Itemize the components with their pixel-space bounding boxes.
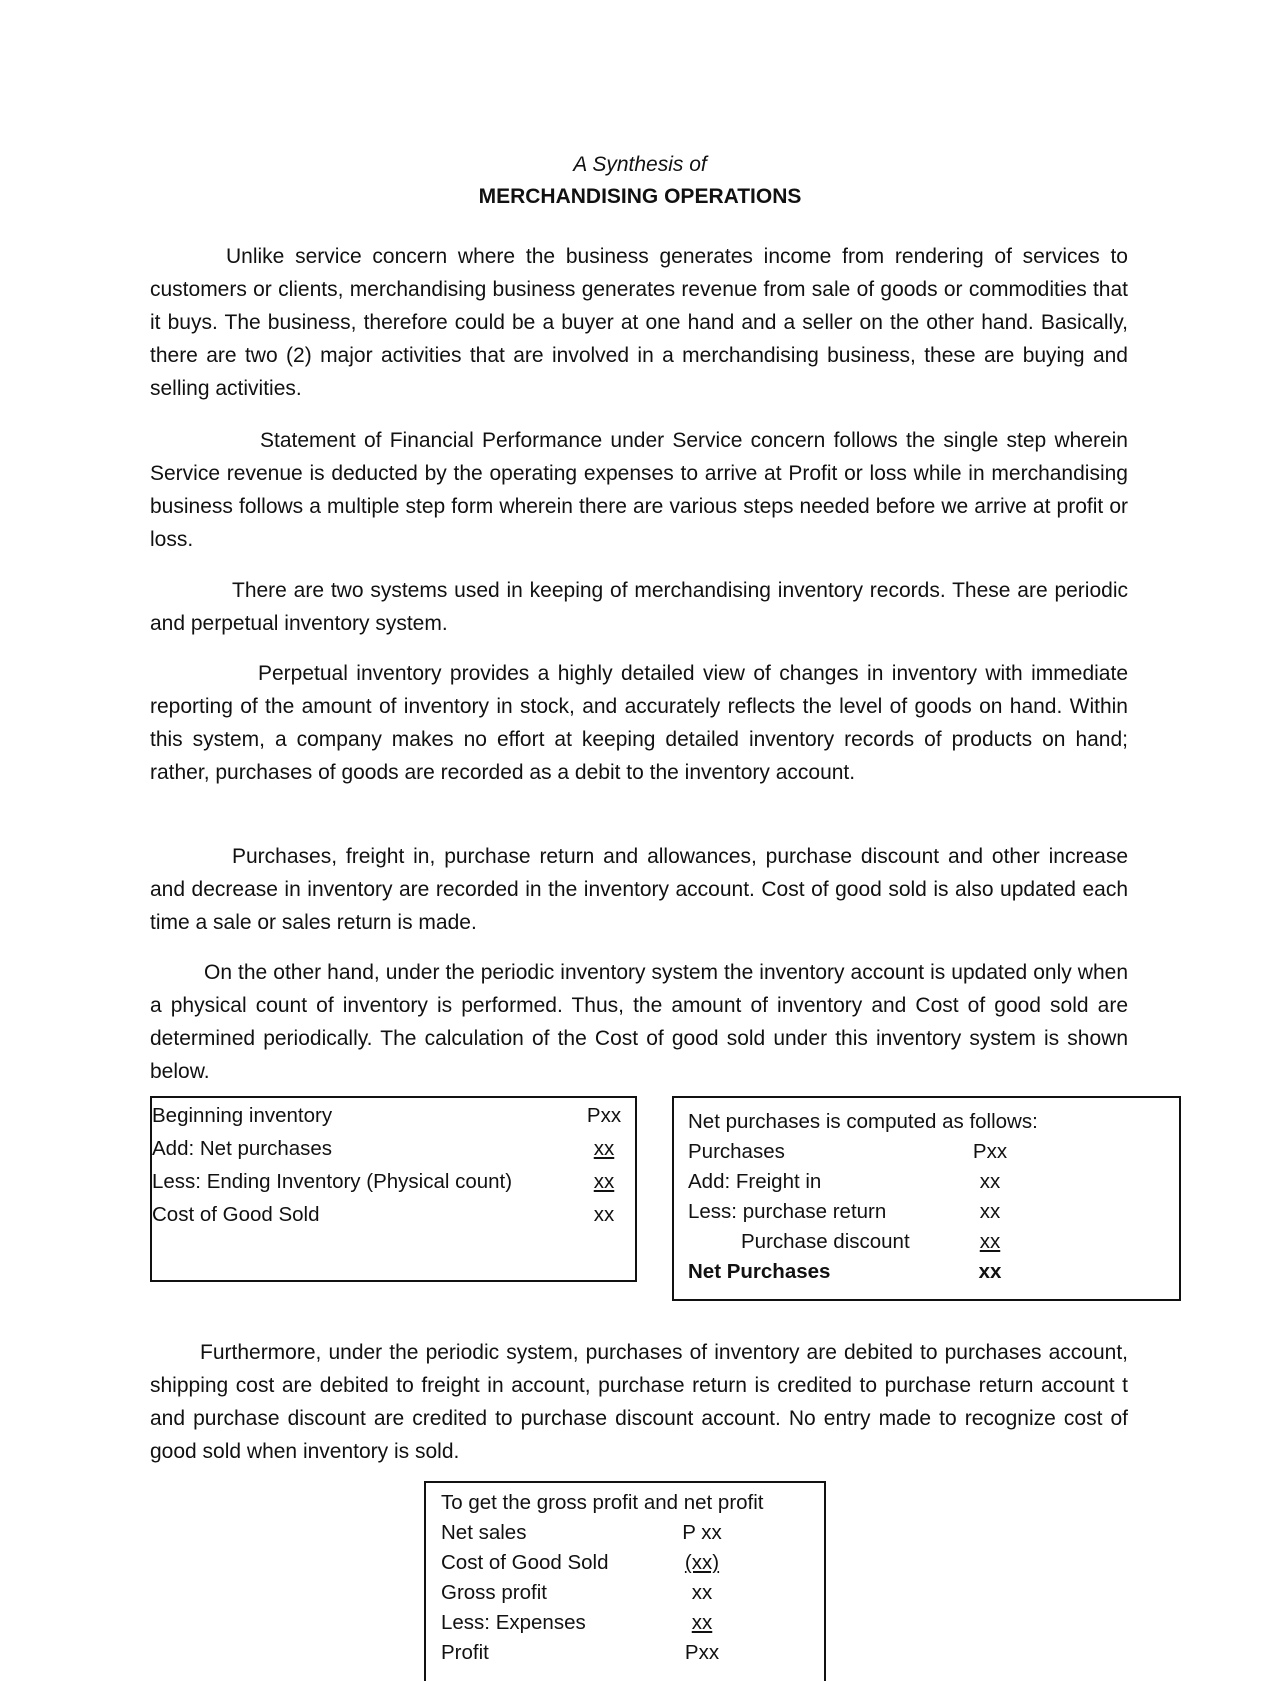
gross-profit-row (441, 1551, 824, 1581)
net-purchases-label: Add: Freight in (688, 1170, 822, 1193)
gross-profit-label: Net sales (441, 1521, 527, 1544)
cogs-value: xx (593, 1137, 615, 1160)
cogs-value: xx (593, 1203, 615, 1226)
gross-profit-label: Less: Expenses (441, 1611, 586, 1634)
net-purchases-total-row (688, 1260, 1179, 1290)
cogs-label: Beginning inventory (152, 1104, 333, 1127)
net-purchases-heading-text: Net purchases is computed as follows: (688, 1110, 1038, 1133)
paragraph-periodic: On the other hand, under the periodic inventory system the inventory account is updated only when a physical count of inventory is performed. Thus, the amount of inventory and Cost of good sold are determined periodically. The calculation of the Cost of good sold under this inventory system is shown below. (150, 961, 1128, 1083)
cogs-label: Add: Net purchases (152, 1137, 333, 1160)
net-purchases-row (688, 1230, 1179, 1260)
cogs-value: Pxx (586, 1104, 622, 1127)
gross-profit-value: xx (691, 1611, 713, 1634)
cogs-label: Less: Ending Inventory (Physical count) (152, 1170, 513, 1193)
gross-profit-label: Cost of Good Sold (441, 1551, 609, 1574)
cogs-computation-box (150, 1096, 637, 1282)
paragraph-periodic-entries: Furthermore, under the periodic system, purchases of inventory are debited to purchases account, shipping cost are debited to freight in account, purchase return is credited to purchase return account t and purchase discount are credited to purchase discount account. No entry made to recognize cost of good sold when inventory is sold. (150, 1341, 1128, 1463)
gross-profit-heading (441, 1491, 824, 1521)
net-purchases-row (688, 1200, 1179, 1230)
gross-profit-label: Profit (441, 1641, 489, 1664)
cogs-row (152, 1137, 635, 1167)
document-subtitle: A Synthesis of (573, 153, 707, 176)
net-purchases-label: Net Purchases (688, 1260, 831, 1283)
net-purchases-label: Less: purchase return (688, 1200, 887, 1223)
net-purchases-box (672, 1096, 1181, 1301)
gross-profit-row (441, 1521, 824, 1551)
net-purchases-value: xx (979, 1200, 1001, 1223)
gross-profit-value: P xx (682, 1521, 722, 1544)
cogs-row (152, 1203, 635, 1233)
net-purchases-row (688, 1170, 1179, 1200)
paragraph-inventory-systems: There are two systems used in keeping of merchandising inventory records. These are periodic and perpetual inventory system. (150, 579, 1128, 635)
paragraph-intro: Unlike service concern where the business generates income from rendering of services to customers or clients, merchandising business generates revenue from sale of goods or commodities that it buys. The business, therefore could be a buyer at one hand and a seller on the other hand. Basically, there are two (2) major activities that are involved in a merchandising business, these are buying and selling activities. (150, 245, 1128, 400)
paragraph-financial-performance: Statement of Financial Performance under Service concern follows the single step wherein Service revenue is deducted by the operating expenses to arrive at Profit or loss while in merchandising business follows a multiple step form wherein there are various steps needed before we arrive at profit or loss. (150, 429, 1128, 551)
paragraph-perpetual: Perpetual inventory provides a highly detailed view of changes in inventory with immediate reporting of the amount of inventory in stock, and accurately reflects the level of goods on hand. Within this system, a company makes no effort at keeping detailed inventory records of products on hand; rather, purchases of goods are recorded as a debit to the inventory account. (150, 662, 1128, 784)
net-purchases-heading (688, 1110, 1179, 1140)
document-title: MERCHANDISING OPERATIONS (478, 185, 802, 208)
net-purchases-label: Purchase discount (741, 1230, 910, 1253)
cogs-label: Cost of Good Sold (152, 1203, 320, 1226)
net-purchases-value: xx (978, 1260, 1002, 1283)
gross-profit-row (441, 1581, 824, 1611)
net-purchases-row (688, 1140, 1179, 1170)
cogs-value: xx (593, 1170, 615, 1193)
gross-profit-row (441, 1641, 824, 1671)
gross-profit-value: xx (691, 1581, 713, 1604)
net-purchases-value: xx (979, 1170, 1001, 1193)
net-purchases-value: xx (979, 1230, 1001, 1253)
gross-profit-value: (xx) (684, 1551, 720, 1574)
gross-profit-label: Gross profit (441, 1581, 547, 1604)
net-purchases-label: Purchases (688, 1140, 785, 1163)
cogs-row (152, 1170, 635, 1200)
paragraph-purchases: Purchases, freight in, purchase return and allowances, purchase discount and other increase and decrease in inventory are recorded in the inventory account. Cost of good sold is also updated each time a sale or sales return is made. (150, 845, 1128, 934)
gross-profit-row (441, 1611, 824, 1641)
gross-profit-value: Pxx (684, 1641, 720, 1664)
net-purchases-value: Pxx (972, 1140, 1008, 1163)
gross-profit-heading-text: To get the gross profit and net profit (441, 1491, 764, 1514)
gross-profit-box (424, 1481, 826, 1681)
cogs-row (152, 1104, 635, 1134)
